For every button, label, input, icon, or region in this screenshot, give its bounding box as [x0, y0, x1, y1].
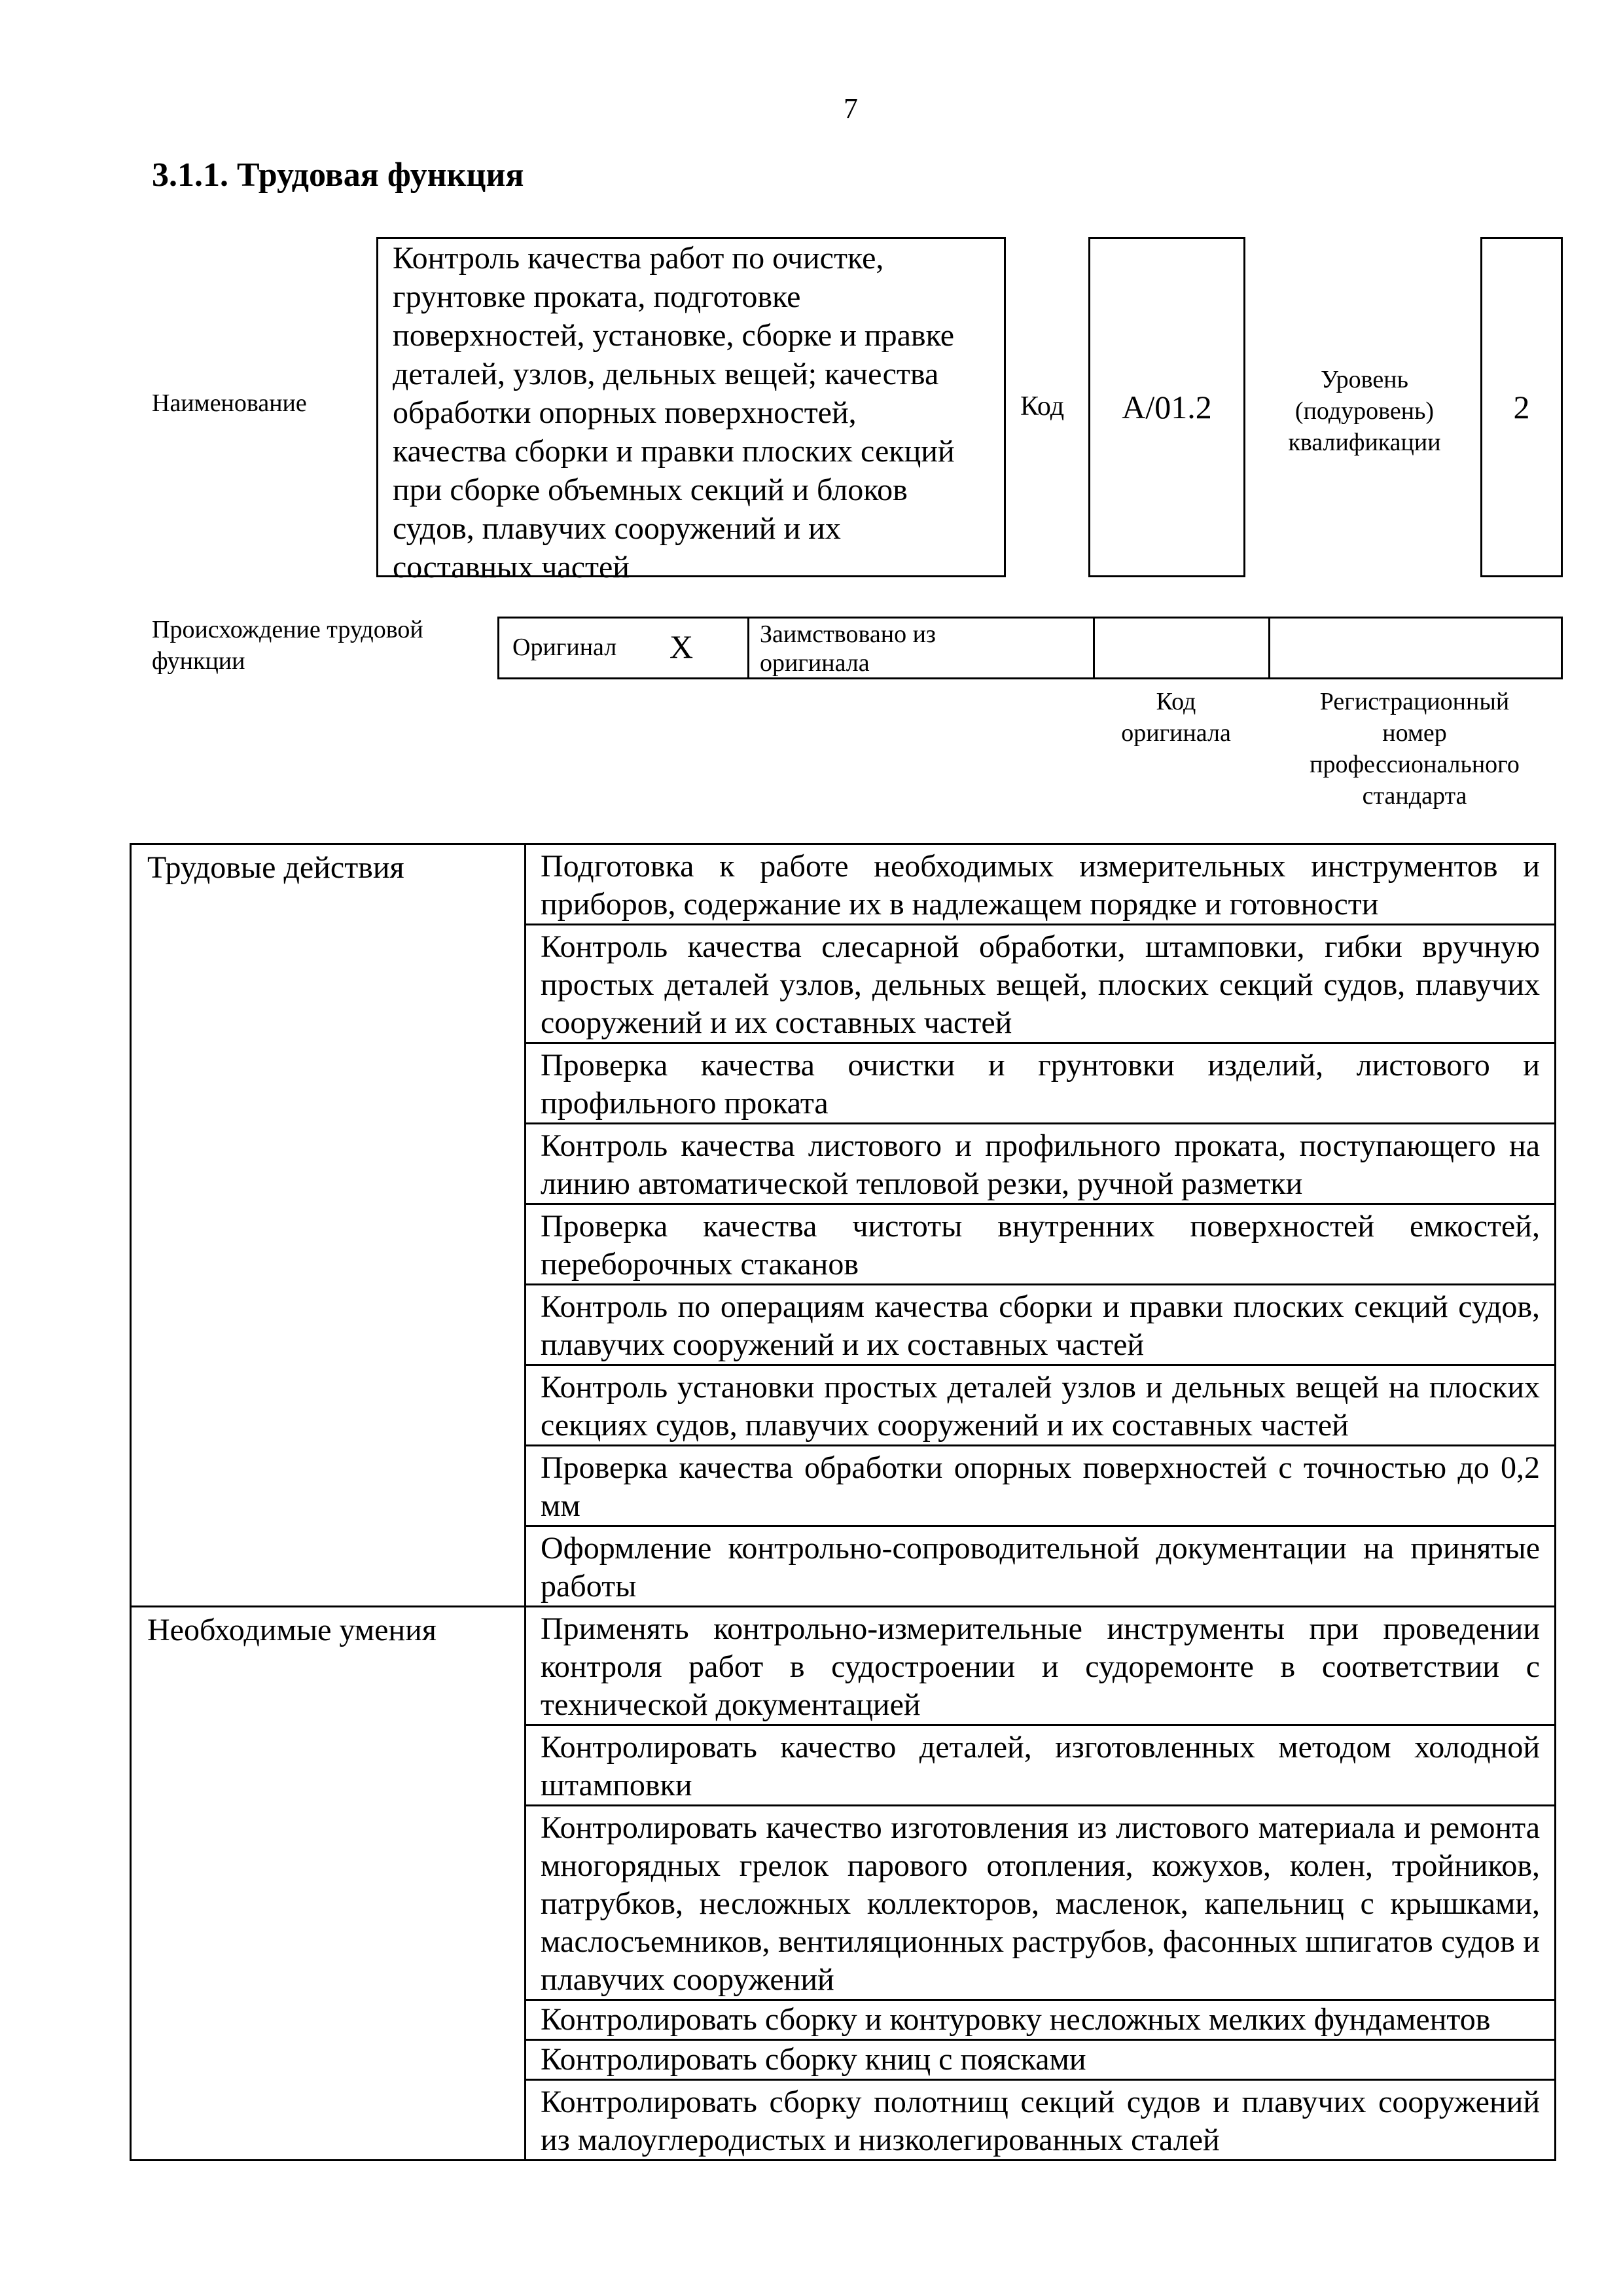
labor-function-table	[130, 843, 1556, 2161]
original-mark: X	[669, 628, 694, 665]
skill-item: Применять контрольно-измерительные инструменты при проведении контроля работ в судостроении и судоремонте в соответствии с технической документацией	[526, 1607, 1556, 1725]
code-value-box	[1088, 237, 1245, 577]
borrowed-label-line: оригинала	[760, 649, 870, 677]
skill-item: Контролировать сборку книц с поясками	[526, 2040, 1556, 2080]
caption-line: стандарта	[1362, 782, 1467, 810]
skill-item: Контролировать сборку и контуровку несложных мелких фундаментов	[526, 2000, 1556, 2040]
level-label-line: Уровень	[1321, 366, 1408, 393]
labor-actions-title: Трудовые действия	[131, 844, 526, 1607]
caption-line: Код	[1156, 688, 1196, 715]
labor-action-item: Контроль качества листового и профильного проката, поступающего на линию автоматической тепловой резки, ручной разметки	[526, 1124, 1556, 1204]
function-name-line: качества сборки и правки плоских секций	[393, 434, 955, 469]
function-name-line: при сборке объемных секций и блоков	[393, 473, 908, 507]
function-name-line: составных частей	[393, 550, 630, 584]
skill-item: Контролировать качество деталей, изготовленных методом холодной штамповки	[526, 1725, 1556, 1806]
original-label: Оригинал	[512, 634, 617, 661]
level-label	[1257, 364, 1472, 458]
caption-line: номер	[1382, 719, 1447, 747]
origin-reg-cell	[1270, 619, 1561, 677]
origin-code-cell	[1095, 619, 1270, 677]
caption-line: оригинала	[1121, 719, 1231, 747]
page-number: 7	[844, 92, 858, 124]
level-label-line: квалификации	[1288, 429, 1441, 456]
origin-borrowed-cell	[749, 619, 1095, 677]
caption-line: Регистрационный	[1319, 688, 1510, 715]
skills-title: Необходимые умения	[131, 1607, 526, 2161]
origin-label-line: функции	[152, 647, 245, 675]
code-value: A/01.2	[1122, 389, 1212, 425]
origin-label-line: Происхождение трудовой	[152, 616, 423, 643]
origin-table	[497, 617, 1563, 679]
table-row	[131, 1607, 1556, 1725]
origin-original-cell	[499, 619, 749, 677]
labor-action-item: Контроль установки простых деталей узлов и дельных вещей на плоских секциях судов, плавучих сооружений и их составных частей	[526, 1365, 1556, 1446]
origin-label	[152, 614, 466, 677]
caption-line: профессионального	[1310, 751, 1520, 778]
function-name-line: обработки опорных поверхностей,	[393, 395, 857, 430]
labor-action-item: Контроль по операциям качества сборки и правки плоских секций судов, плавучих сооружений и их составных частей	[526, 1285, 1556, 1365]
level-value-box	[1480, 237, 1563, 577]
labor-action-item: Проверка качества очистки и грунтовки изделий, листового и профильного проката	[526, 1043, 1556, 1124]
skill-item: Контролировать качество изготовления из листового материала и ремонта многорядных грелок парового отопления, кожухов, колен, тройников, патрубков, несложных коллекторов, масленок, капельниц с крышками, маслосъемников, вентиляционных раструбов, фасонных шпигатов судов и плавучих сооружений	[526, 1806, 1556, 2000]
labor-action-item: Подготовка к работе необходимых измерительных инструментов и приборов, содержание их в надлежащем порядке и готовности	[526, 844, 1556, 925]
borrowed-label-line: Заимствовано из	[760, 620, 936, 648]
section-title: 3.1.1. Трудовая функция	[152, 156, 524, 194]
name-label: Наименование	[152, 389, 307, 417]
table-row	[131, 844, 1556, 925]
labor-action-item: Контроль качества слесарной обработки, штамповки, гибки вручную простых деталей узлов, дельных вещей, плоских секций судов, плавучих сооружений и их составных частей	[526, 925, 1556, 1043]
labor-action-item: Оформление контрольно-сопроводительной документации на принятые работы	[526, 1526, 1556, 1607]
function-name-line: грунтовке проката, подготовке	[393, 279, 801, 314]
function-name-line: Контроль качества работ по очистке,	[393, 241, 884, 276]
function-name-line: судов, плавучих сооружений и их	[393, 511, 841, 546]
level-value: 2	[1513, 389, 1530, 425]
level-label-line: (подуровень)	[1294, 397, 1435, 425]
code-label: Код	[1020, 391, 1065, 422]
skill-item: Контролировать сборку полотнищ секций судов и плавучих сооружений из малоуглеродистых и низколегированных сталей	[526, 2080, 1556, 2161]
function-name-line: поверхностей, установке, сборке и правке	[393, 318, 954, 353]
function-name-box	[376, 237, 1006, 584]
reg-number-caption	[1266, 686, 1563, 812]
code-original-caption	[1088, 686, 1264, 749]
function-name-line: деталей, узлов, дельных вещей; качества	[393, 357, 939, 391]
labor-action-item: Проверка качества обработки опорных поверхностей с точностью до 0,2 мм	[526, 1446, 1556, 1526]
labor-action-item: Проверка качества чистоты внутренних поверхностей емкостей, переборочных стаканов	[526, 1204, 1556, 1285]
